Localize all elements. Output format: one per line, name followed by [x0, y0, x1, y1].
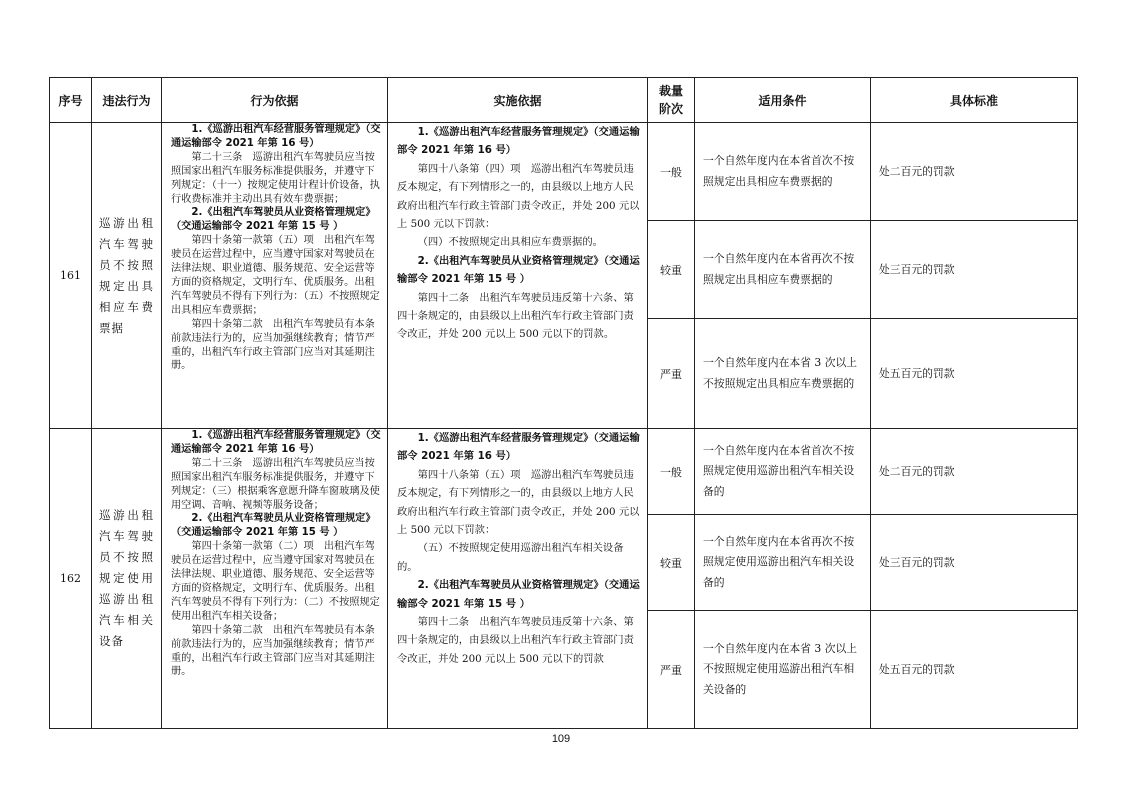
table-row [50, 429, 1078, 515]
impl-paragraph: 第四十二条 出租汽车驾驶员违反第十六条、第四十条规定的，由县级以上出租汽车行政主管部门责令改正，并处 200 元以上 500 元以下的罚款。 [397, 291, 634, 341]
impl-heading: 1.《巡游出租汽车经营服务管理规定》（交通运输部令 2021 年第 16 号） [397, 126, 640, 157]
specific-standard: 处五百元的罚款 [871, 319, 1078, 429]
basis-heading: 2.《出租汽车驾驶员从业资格管理规定》（交通运输部令 2021 年第 15 号 ） [171, 513, 376, 539]
applicable-condition: 一个自然年度内在本省 3 次以上不按照规定使用巡游出租汽车相关设备的 [695, 611, 871, 729]
basis-heading: 1.《巡游出租汽车经营服务管理规定》（交通运输部令 2021 年第 16 号） [171, 430, 381, 455]
discretion-level: 严重 [648, 611, 695, 729]
basis-paragraph: 第二十三条 巡游出租汽车驾驶员应当按照国家出租汽车服务标准提供服务，并遵守下列规定：（十一）按规定使用计程计价设备，执行收费标准并主动出具有效车费票据； [171, 151, 380, 205]
impl-paragraph: 第四十八条第（四）项 巡游出租汽车驾驶员违反本规定，有下列情形之一的，由县级以上地方人民政府出租汽车行政主管部门责令改正，并处 200 元以上 500 元以下罚款： [397, 162, 640, 231]
specific-standard: 处二百元的罚款 [871, 429, 1078, 515]
applicable-condition: 一个自然年度内在本省再次不按照规定出具相应车费票据的 [695, 221, 871, 319]
basis-paragraph: 第四十条第二款 出租汽车驾驶员有本条前款违法行为的，应当加强继续教育；情节严重的，出租汽车行政主管部门应当对其延期注册。 [171, 318, 375, 372]
header-basis: 行为依据 [162, 78, 388, 123]
discretion-level: 严重 [648, 319, 695, 429]
impl-paragraph: 第四十二条 出租汽车驾驶员违反第十六条、第四十条规定的，由县级以上出租汽车行政主管部门责令改正，并处 200 元以上 500 元以下的罚款 [397, 616, 634, 665]
header-violation: 违法行为 [92, 78, 162, 123]
row-legal-basis [162, 123, 388, 429]
applicable-condition: 一个自然年度内在本省首次不按照规定使用巡游出租汽车相关设备的 [695, 429, 871, 515]
basis-heading: 2.《出租汽车驾驶员从业资格管理规定》（交通运输部令 2021 年第 15 号 ） [171, 207, 376, 233]
basis-paragraph: 第四十条第一款第（五）项 出租汽车驾驶员在运营过程中，应当遵守国家对驾驶员在法律法规、职业道德、服务规范、安全运营等方面的资格规定，文明行车、优质服务。出租汽车驾驶员不得有下列行为：（五）不按照规定出具相应车费票据； [171, 235, 380, 316]
row-seq: 161 [50, 123, 92, 429]
impl-paragraph: （五）不按照规定使用巡游出租汽车相关设备的。 [397, 542, 624, 573]
impl-paragraph: （四）不按照规定出具相应车费票据的。 [417, 236, 603, 249]
header-implementation: 实施依据 [388, 78, 648, 123]
specific-standard: 处三百元的罚款 [871, 221, 1078, 319]
impl-heading: 1.《巡游出租汽车经营服务管理规定》（交通运输部令 2021 年第 16 号） [397, 432, 640, 463]
applicable-condition: 一个自然年度内在本省再次不按照规定使用巡游出租汽车相关设备的 [695, 515, 871, 611]
discretion-level: 一般 [648, 429, 695, 515]
basis-paragraph: 第四十条第一款第（二）项 出租汽车驾驶员在运营过程中，应当遵守国家对驾驶员在法律法规、职业道德、服务规范、安全运营等方面的资格规定，文明行车、优质服务。出租汽车驾驶员不得有下列行为：（二）不按照规定使用出租汽车相关设备； [171, 541, 380, 622]
impl-paragraph: 第四十八条第（五）项 巡游出租汽车驾驶员违反本规定，有下列情形之一的，由县级以上地方人民政府出租汽车行政主管部门责令改正，并处 200 元以上 500 元以下罚款： [397, 468, 640, 537]
table-row [50, 123, 1078, 221]
page-number: 109 [551, 733, 571, 745]
basis-paragraph: 第二十三条 巡游出租汽车驾驶员应当按照国家出租汽车服务标准提供服务，并遵守下列规定：（三）根据乘客意愿升降车窗玻璃及使用空调、音响、视频等服务设备； [171, 457, 380, 511]
basis-paragraph: 第四十条第二款 出租汽车驾驶员有本条前款违法行为的，应当加强继续教育；情节严重的，出租汽车行政主管部门应当对其延期注册。 [171, 624, 375, 678]
row-violation: 巡游出租汽车驾驶员不按照规定出具相应车费票据 [92, 123, 162, 429]
discretion-level: 较重 [648, 221, 695, 319]
row-violation: 巡游出租汽车驾驶员不按照规定使用巡游出租汽车相关设备 [92, 429, 162, 729]
row-implementation-basis [388, 429, 648, 729]
specific-standard: 处三百元的罚款 [871, 515, 1078, 611]
impl-heading: 2.《出租汽车驾驶员从业资格管理规定》（交通运输部令 2021 年第 15 号 ） [397, 579, 640, 610]
penalty-table [49, 77, 1078, 729]
discretion-level: 一般 [648, 123, 695, 221]
header-standard: 具体标准 [871, 78, 1078, 123]
header-level: 裁量 阶次 [648, 78, 695, 123]
row-implementation-basis [388, 123, 648, 429]
row-seq: 162 [50, 429, 92, 729]
basis-heading: 1.《巡游出租汽车经营服务管理规定》（交通运输部令 2021 年第 16 号） [171, 124, 381, 149]
row-legal-basis [162, 429, 388, 729]
applicable-condition: 一个自然年度内在本省首次不按照规定出具相应车费票据的 [695, 123, 871, 221]
applicable-condition: 一个自然年度内在本省 3 次以上不按照规定出具相应车费票据的 [695, 319, 871, 429]
header-condition: 适用条件 [695, 78, 871, 123]
specific-standard: 处五百元的罚款 [871, 611, 1078, 729]
impl-heading: 2.《出租汽车驾驶员从业资格管理规定》（交通运输部令 2021 年第 15 号 ） [397, 254, 640, 286]
header-seq: 序号 [50, 78, 92, 123]
discretion-level: 较重 [648, 515, 695, 611]
specific-standard: 处二百元的罚款 [871, 123, 1078, 221]
